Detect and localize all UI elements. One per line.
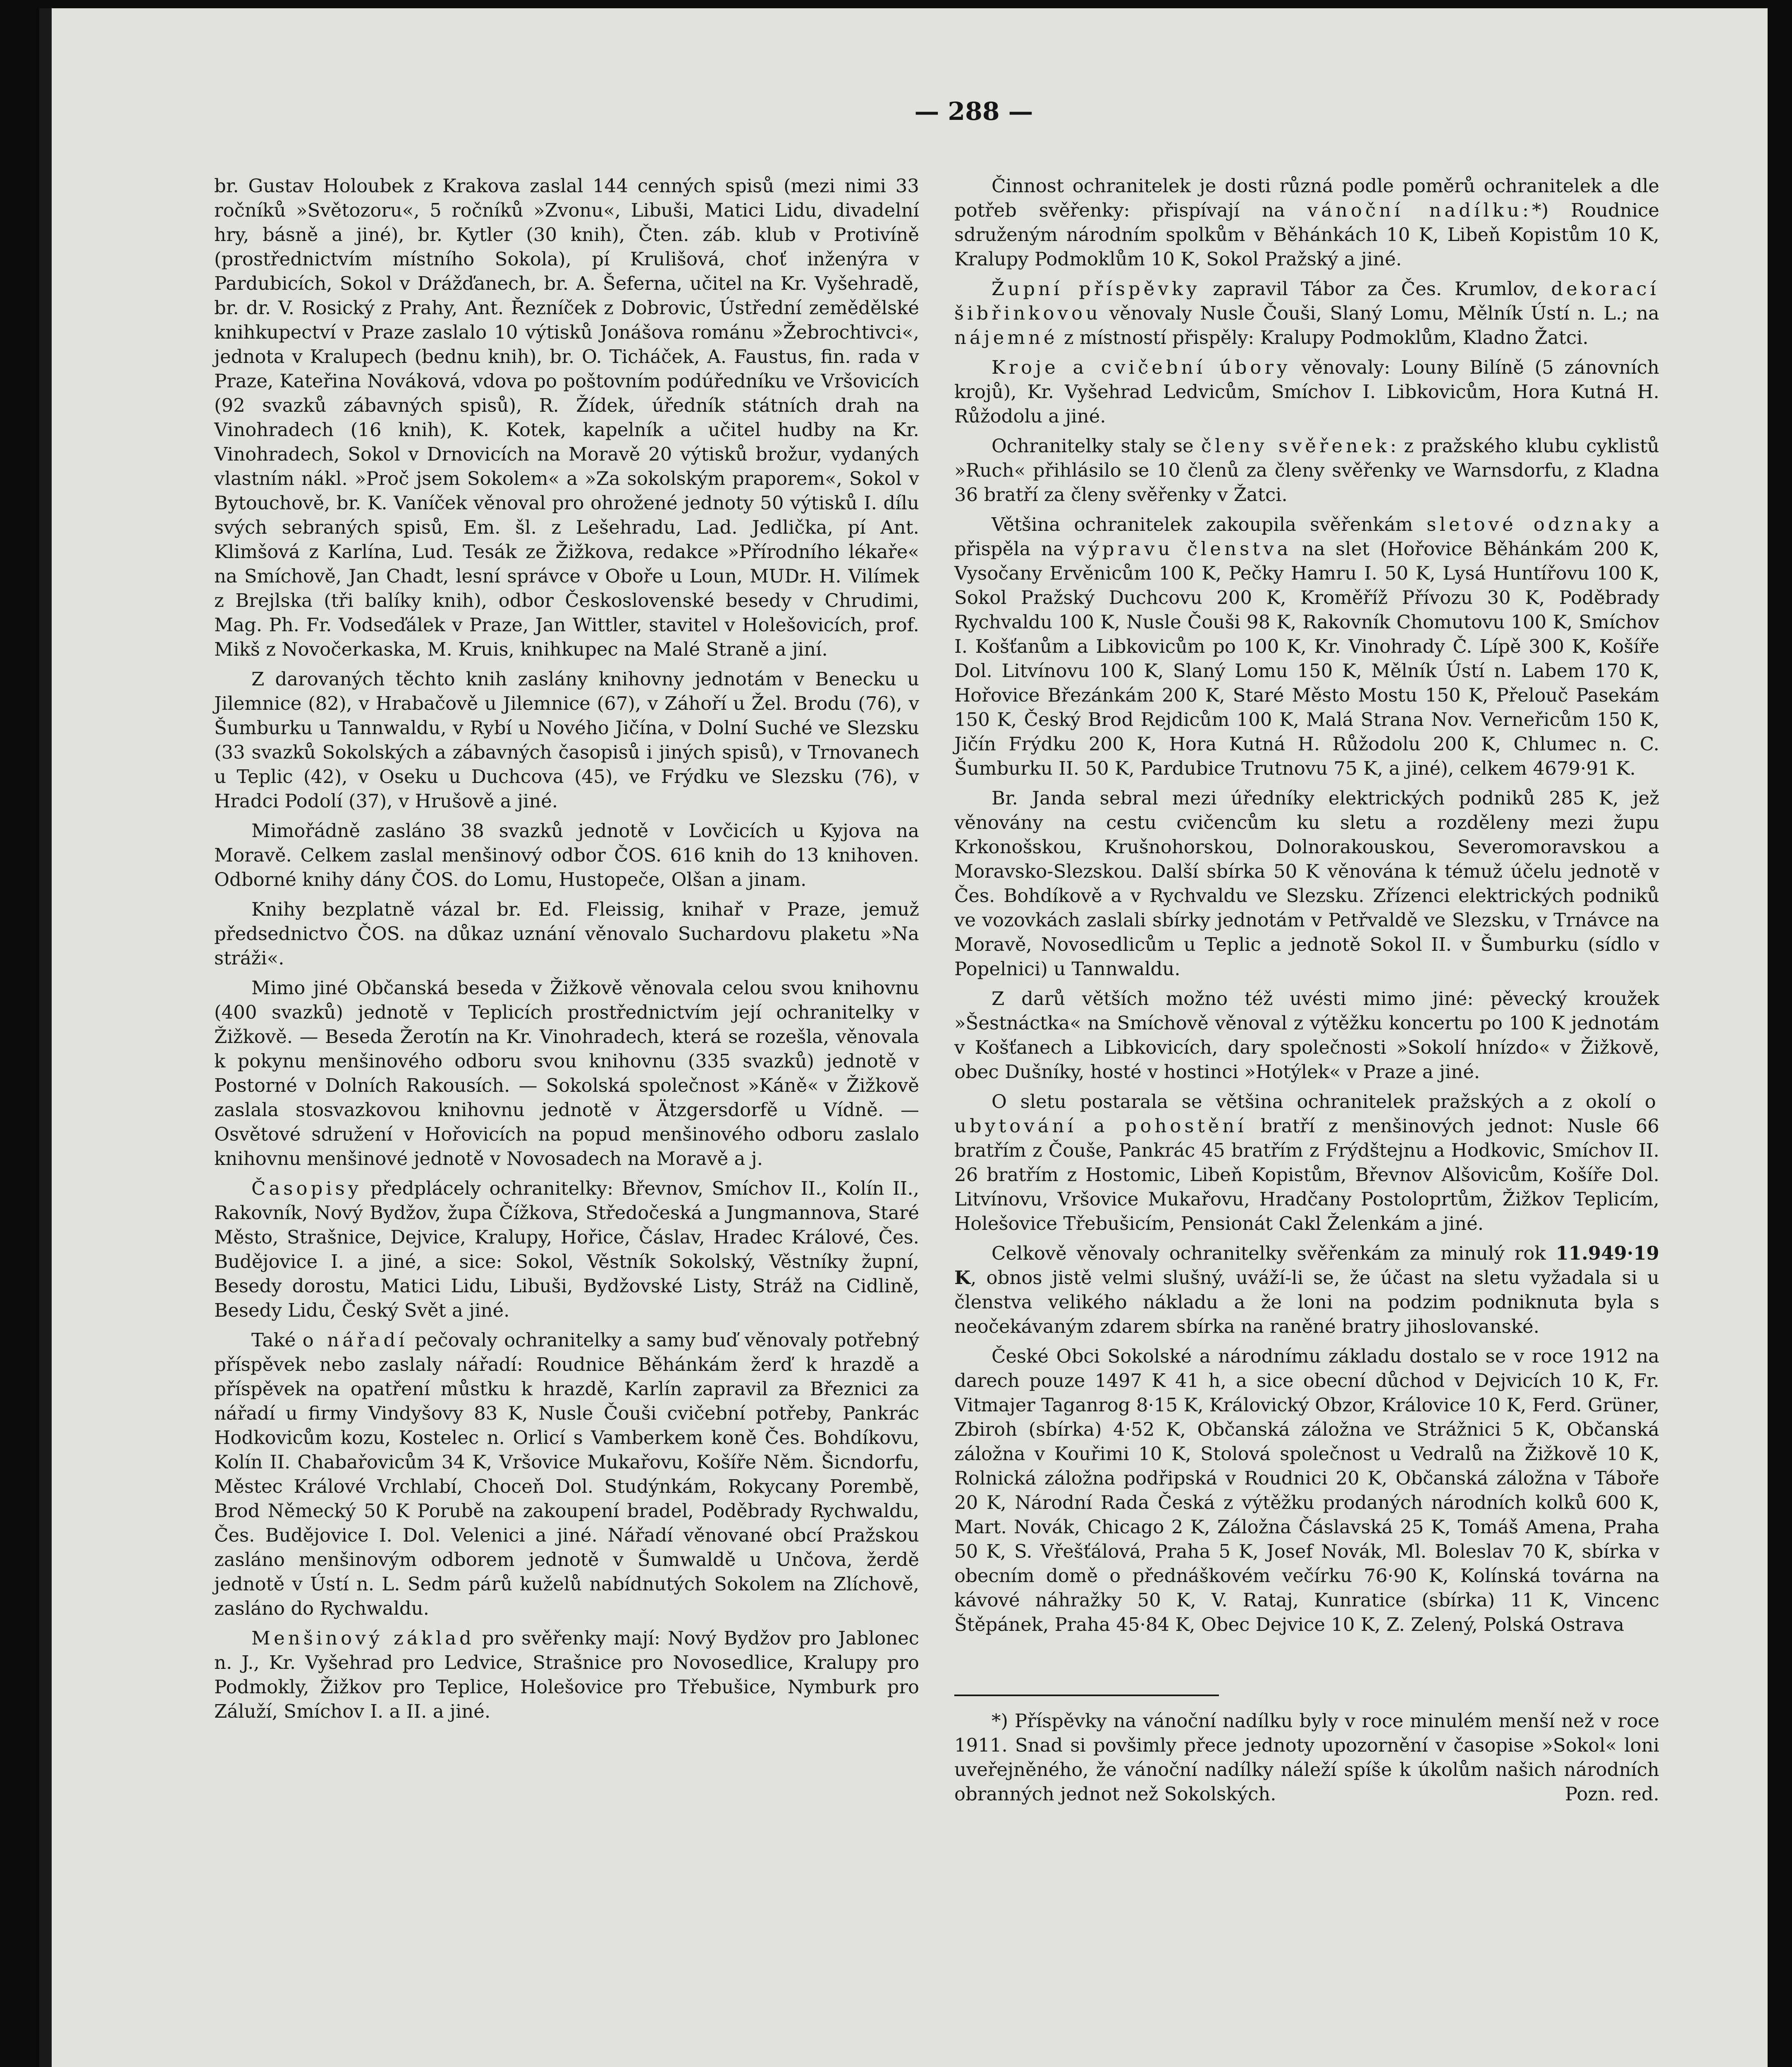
paragraph	[214, 1176, 919, 1322]
paragraph	[954, 277, 1659, 350]
spaced-term: členy svěřenek	[1201, 435, 1390, 457]
paragraph-text: Celkově věnovaly ochranitelky svěřenkám za minulý rok	[992, 1242, 1556, 1264]
spaced-term: Menšinový základ	[251, 1627, 475, 1649]
document-page	[39, 8, 1768, 2067]
spaced-term: o ubytování a pohostění	[954, 1091, 1659, 1137]
paragraph	[954, 355, 1659, 428]
paragraph: Z darovaných těchto knih zaslány knihovny jednotám v Benecku u Jilemnice (82), v Hrabačově u Jilemnice (67), v Záhoří u Žel. Brodu (76), v Šumburku u Tannwaldu, v Rybí u Nového Jičína, v Dolní Suché ve Slezsku (33 svazků Sokolských a zábavných časopisů i jiných spisů), v Trnovanech u Teplic (42), v Oseku u Duchcova (45), ve Frýdku ve Slezsku (76), v Hradci Podolí (37), v Hrušově a jiné.	[214, 668, 919, 812]
spaced-term: o nářadí	[302, 1329, 408, 1351]
paragraph-text: Také	[251, 1329, 303, 1351]
paragraph-text: , obnos jistě velmi slušný, uváží-li se, že účast na sletu vyžadala si u členstva velikého nákladu a že loni na podzim podniknuta byla s neočekávaným zdarem sbírka na raněné bratry jihoslovanské.	[954, 1267, 1659, 1337]
paragraph	[954, 1089, 1659, 1236]
paragraph-text: bratří z menšinových jednot: Nusle 66 bratřím z Čouše, Pankrác 45 bratřím z Frýdštejnu a Hodkovic, Smíchov II. 26 bratřím z Hostomic, Libeň Kopistům, Břevnov Alšovicům, Košíře Dol. Litvínovu, Vršovice Mukařovu, Hradčany Postoloprtům, Žižkov Teplicím, Holešovice Třebušicím, Pensionát Cakl Želenkám a jiné.	[954, 1115, 1660, 1234]
spaced-term: vánoční nadílku:	[1307, 199, 1532, 221]
paragraph-text: *) Roudnice sdruženým národním spolkům v Běhánkách 10 K, Libeň Kopistům 10 K, Kralupy Podmoklům 10 K, Sokol Pražský a jiné.	[954, 199, 1659, 270]
paragraph: Knihy bezplatně vázal br. Ed. Fleissig, knihař v Praze, jemuž předsednictvo ČOS. na důkaz uznání věnovalo Suchardovu plaketu »Na stráži«.	[214, 898, 919, 969]
paragraph	[954, 512, 1659, 780]
footnote-divider	[954, 1695, 1219, 1696]
paragraph: br. Gustav Holoubek z Krakova zaslal 144 cenných spisů (mezi nimi 33 ročníků »Světozoru«, 5 ročníků »Zvonu«, Libuši, Matici Lidu, divadelní hry, básně a jiné), br. Kytler (30 knih), Čten. záb. klub v Protivíně (prostřednictvím místního Sokola), pí Krulišová, choť inženýra v Pardubicích, Sokol v Drážďanech, br. A. Šeferna, učitel na Kr. Vyšehradě, br. dr. V. Rosický z Prahy, Ant. Řezníček z Dobrovic, Ústřední zemědělské knihkupectví v Praze zaslalo 10 výtisků Jonášova románu »Žebrochtivci«, jednota v Kralupech (bednu knih), br. O. Ticháček, A. Faustus, fin. rada v Praze, Kateřina Nováková, vdova po poštovním podúředníku ve Vršovicích (92 svazků zábavných spisů), R. Žídek, úředník státních drah na Vinohradech (16 knih), K. Kotek, kapelník a učitel hudby na Kr. Vinohradech, Sokol v Drnovicích na Moravě 20 výtisků brožur, vydaných vlastním nákl. »Proč jsem Sokolem« a »Za sokolským praporem«, Sokol v Bytouchově, br. K. Vaníček věnoval pro ohrožené jednoty 50 výtisků I. dílu svých sebraných spisů, Em. šl. z Lešehradu, Lad. Jedlička, pí Ant. Klimšová z Karlína, Lud. Tesák ze Žižkova, redakce »Přírodního lékaře« na Smíchově, Jan Chadt, lesní správce v Oboře u Loun, MUDr. H. Vilímek z Brejlska (tři balíky knih), odbor Československé besedy v Chrudimi, Mag. Ph. Fr. Vodseďálek v Praze, Jan Wittler, stavitel v Holešovicích, prof. Mikš z Novočerkaska, M. Kruis, knihkupec na Malé Straně a jiní.	[214, 175, 919, 660]
paragraph-text: zapravil Tábor za Čes. Krumlov,	[1200, 278, 1551, 300]
footnote-text: *) Příspěvky na vánoční nadílku byly v roce minulém menší než v roce 1911. Snad si povšimly přece jednoty upozornění v časopise »Sokol« loni uveřejněného, že vánoční nadílky náleží spíše k úkolům našich národních obranných jednot než Sokolských.	[954, 1710, 1659, 1805]
paragraph-text: pro svěřenky mají: Nový Bydžov pro Jablonec n. J., Kr. Vyšehrad pro Ledvice, Strašnice pro Novosedlice, Kralupy pro Podmokly, Žižkov pro Teplice, Holešovice pro Třebušice, Nymburk pro Záluží, Smíchov I. a II. a jiné.	[214, 1627, 919, 1722]
paragraph: Z darů větších možno též uvésti mimo jiné: pěvecký kroužek »Šestnáctka« na Smíchově věnoval z výtěžku koncertu po 100 K jednotám v Košťanech a Libkovicích, dary společnosti »Sokolí hnízdo« v Žižkově, obec Dušníky, hosté v hostinci »Hotýlek« v Praze a jiné.	[954, 988, 1659, 1083]
paragraph-text: z místností přispěly: Kralupy Podmoklům, Kladno Žatci.	[1058, 327, 1589, 348]
paragraph	[214, 1328, 919, 1621]
paragraph-text: na slet (Hořovice Běhánkám 200 K, Vysočany Ervěnicům 100 K, Pečky Hamru I. 50 K, Lysá Huntířovu 100 K, Sokol Pražský Duchcovu 200 K, Kroměříž Přívozu 30 K, Poděbrady Rychvaldu 100 K, Nusle Čouši 98 K, Rakovník Chomutovu 100 K, Smíchov I. Košťanům a Libkovicům po 100 K, Kr. Vinohrady Č. Lípě 300 K, Košíře Dol. Litvínovu 100 K, Slaný Lomu 150 K, Mělník Ústí n. Labem 170 K, Hořovice Březánkám 200 K, Staré Město Mostu 150 K, Přelouč Pasekám 150 K, Český Brod Rejdicům 100 K, Malá Strana Nov. Verneřicům 150 K, Jičín Frýdku 200 K, Hora Kutná H. Růžodolu 200 K, Chlumec n. C. Šumburku II. 50 K, Pardubice Trutnovu 75 K, a jiné), celkem 4679·91 K.	[954, 538, 1659, 779]
paragraph: Mimo jiné Občanská beseda v Žižkově věnovala celou svou knihovnu (400 svazků) jednotě v Teplicích prostřednictvím její ochranitelky v Žižkově. — Beseda Žerotín na Kr. Vinohradech, která se rozešla, věnovala k pokynu menšinového odboru svou knihovnu (335 svazků) jednotě v Postorné v Dolních Rakousích. — Sokolská společnost »Káně« v Žižkově zaslala stosvazkovou knihovnu jednotě v Ätzgersdorfě u Vídně. — Osvětové sdružení v Hořovicích na popud menšinového odboru zaslalo knihovnu menšinové jednotě v Novosadech na Moravě a j.	[214, 977, 919, 1170]
paragraph-text: Ochranitelky staly se	[992, 435, 1201, 457]
spaced-term: dekorací šibřinkovou	[954, 278, 1660, 324]
paragraph	[954, 1241, 1659, 1339]
spaced-term: Kroje a cvičební úbory	[992, 356, 1291, 378]
spaced-term: nájemné	[954, 327, 1058, 348]
spaced-term: sletové odznaky	[1426, 513, 1634, 535]
paragraph	[954, 434, 1659, 507]
paragraph-text: pečovaly ochranitelky a samy buď věnovaly potřebný příspěvek nebo zaslaly nářadí: Roudnice Běhánkám žerď k hrazdě a příspěvek na opatření můstku k hrazdě, Karlín zapravil za Březnici za nářadí u firmy Vindyšovy 83 K, Nusle Čouši cvičební potřeby, Pankrác Hodkovicům kozu, Kostelec n. Orlicí s Vamberkem koně Čes. Bohdíkovu, Kolín II. Chabařovicům 34 K, Vršovice Mukařovu, Košíře Něm. Šicndorfu, Městec Králové Vrchlabí, Choceň Dol. Studýnkám, Rokycany Porembě, Brod Německý 50 K Porubě na zakoupení bradel, Poděbrady Rychwaldu, Čes. Budějovice I. Dol. Velenici a jiné. Nářadí věnované obcí Pražskou zasláno menšinovým odborem jednotě v Šumwaldě u Unčova, žerdě jednotě v Ústí n. L. Sedm párů kuželů nabídnutých Sokolem na Zlíchově, zasláno do Rychwaldu.	[214, 1329, 919, 1619]
editor-note: Pozn. red.	[1565, 1783, 1659, 1805]
paragraph-text: věnovaly: Louny Bilíně (5 zánovních krojů), Kr. Vyšehrad Ledvicům, Smíchov I. Libkovicům, Hora Kutná H. Růžodolu a jiné.	[954, 356, 1659, 427]
paragraph-text: O sletu postarala se většina ochranitelek pražských a z okolí	[992, 1091, 1645, 1112]
paragraph-text: věnovaly Nusle Čouši, Slaný Lomu, Mělník Ústí n. L.; na	[1101, 302, 1659, 324]
page-number: — 288 —	[914, 97, 1033, 126]
paragraph	[954, 174, 1659, 271]
paragraph	[214, 1626, 919, 1723]
paragraph-text: Většina ochranitelek zakoupila svěřenkám	[992, 513, 1427, 535]
paragraph-text: a přispěla na	[954, 513, 1659, 560]
paragraph: Mimořádně zasláno 38 svazků jednotě v Lovčicích u Kyjova na Moravě. Celkem zaslal menšinový odbor ČOS. 616 knih do 13 knihoven. Odborné knihy dány ČOS. do Lomu, Hustopeče, Olšan a jinam.	[214, 820, 919, 890]
paragraph-text: Činnost ochranitelek je dosti různá podle poměrů ochranitelek a dle potřeb svěřenky: přispívají na	[954, 175, 1659, 221]
footnote	[954, 1709, 1659, 1806]
right-column	[954, 174, 1659, 1812]
spaced-term: Časopisy	[251, 1177, 362, 1199]
spaced-term: výpravu členstva	[1075, 538, 1292, 560]
total-amount: 11.949·19 K	[954, 1242, 1659, 1289]
paragraph-text: předplácely ochranitelky: Břevnov, Smíchov II., Kolín II., Rakovník, Nový Bydžov, župa Čížkova, Středočeská a Jungmannova, Staré Město, Strašnice, Dejvice, Kralupy, Hořice, Čáslav, Hradec Králové, Čes. Budějovice I. a jiné, a sice: Sokol, Věstník Sokolský, Věstníky župní, Besedy dorostu, Matici Lidu, Libuši, Bydžovské Listy, Stráž na Cidlině, Besedy Lidu, Český Svět a jiné.	[214, 1177, 919, 1321]
paragraph-text: : z pražského klubu cyklistů »Ruch« přihlásilo se 10 členů za členy svěřenky ve Warnsdorfu, z Kladna 36 bratří za členy svěřenky v Žatci.	[954, 435, 1660, 506]
left-column	[214, 174, 919, 1729]
paragraph: České Obci Sokolské a národnímu základu dostalo se v roce 1912 na darech pouze 1497 K 41 h, a sice obecní důchod v Dejvicích 10 K, Fr. Vitmajer Taganrog 8·15 K, Královický Obzor, Královice 10 K, Ferd. Grüner, Zbiroh (sbírka) 4·52 K, Občanská záložna ve Strážnici 5 K, Občanská záložna v Kouřimi 10 K, Stolová společnost u Vedralů na Žižkově 10 K, Rolnická záložna podřipská v Roudnici 20 K, Občanská záložna v Táboře 20 K, Národní Rada Česká z výtěžku prodaných národních kolků 600 K, Mart. Novák, Chicago 2 K, Záložna Čáslavská 25 K, Tomáš Amena, Praha 50 K, S. Vřešťálová, Praha 5 K, Josef Novák, Ml. Boleslav 70 K, sbírka v obecním domě o přednáškovém večírku 76·90 K, Kolínská továrna na kávové náhražky 50 K, V. Rataj, Kunratice (sbírka) 11 K, Vincenc Štěpánek, Praha 45·84 K, Obec Dejvice 10 K, Z. Zelený, Polská Ostrava	[954, 1345, 1659, 1635]
paragraph: Br. Janda sebral mezi úředníky elektrických podniků 285 K, jež věnovány na cestu cvičencům ku sletu a rozděleny mezi župu Krkonošskou, Krušnohorskou, Dolnorakouskou, Severomoravskou a Moravsko-Slezskou. Další sbírka 50 K věnována k témuž účelu jednotě v Čes. Bohdíkově a v Rychvaldu ve Slezsku. Zřízenci elektrických podniků ve vozovkách zaslali sbírky jednotám v Petřvaldě ve Slezsku, v Trnávce na Moravě, Novosedlicům u Teplic a jednotě Sokol II. v Šumburku (sídlo v Popelnici) u Tannwaldu.	[954, 787, 1659, 980]
spaced-term: Župní příspěvky	[992, 278, 1200, 300]
